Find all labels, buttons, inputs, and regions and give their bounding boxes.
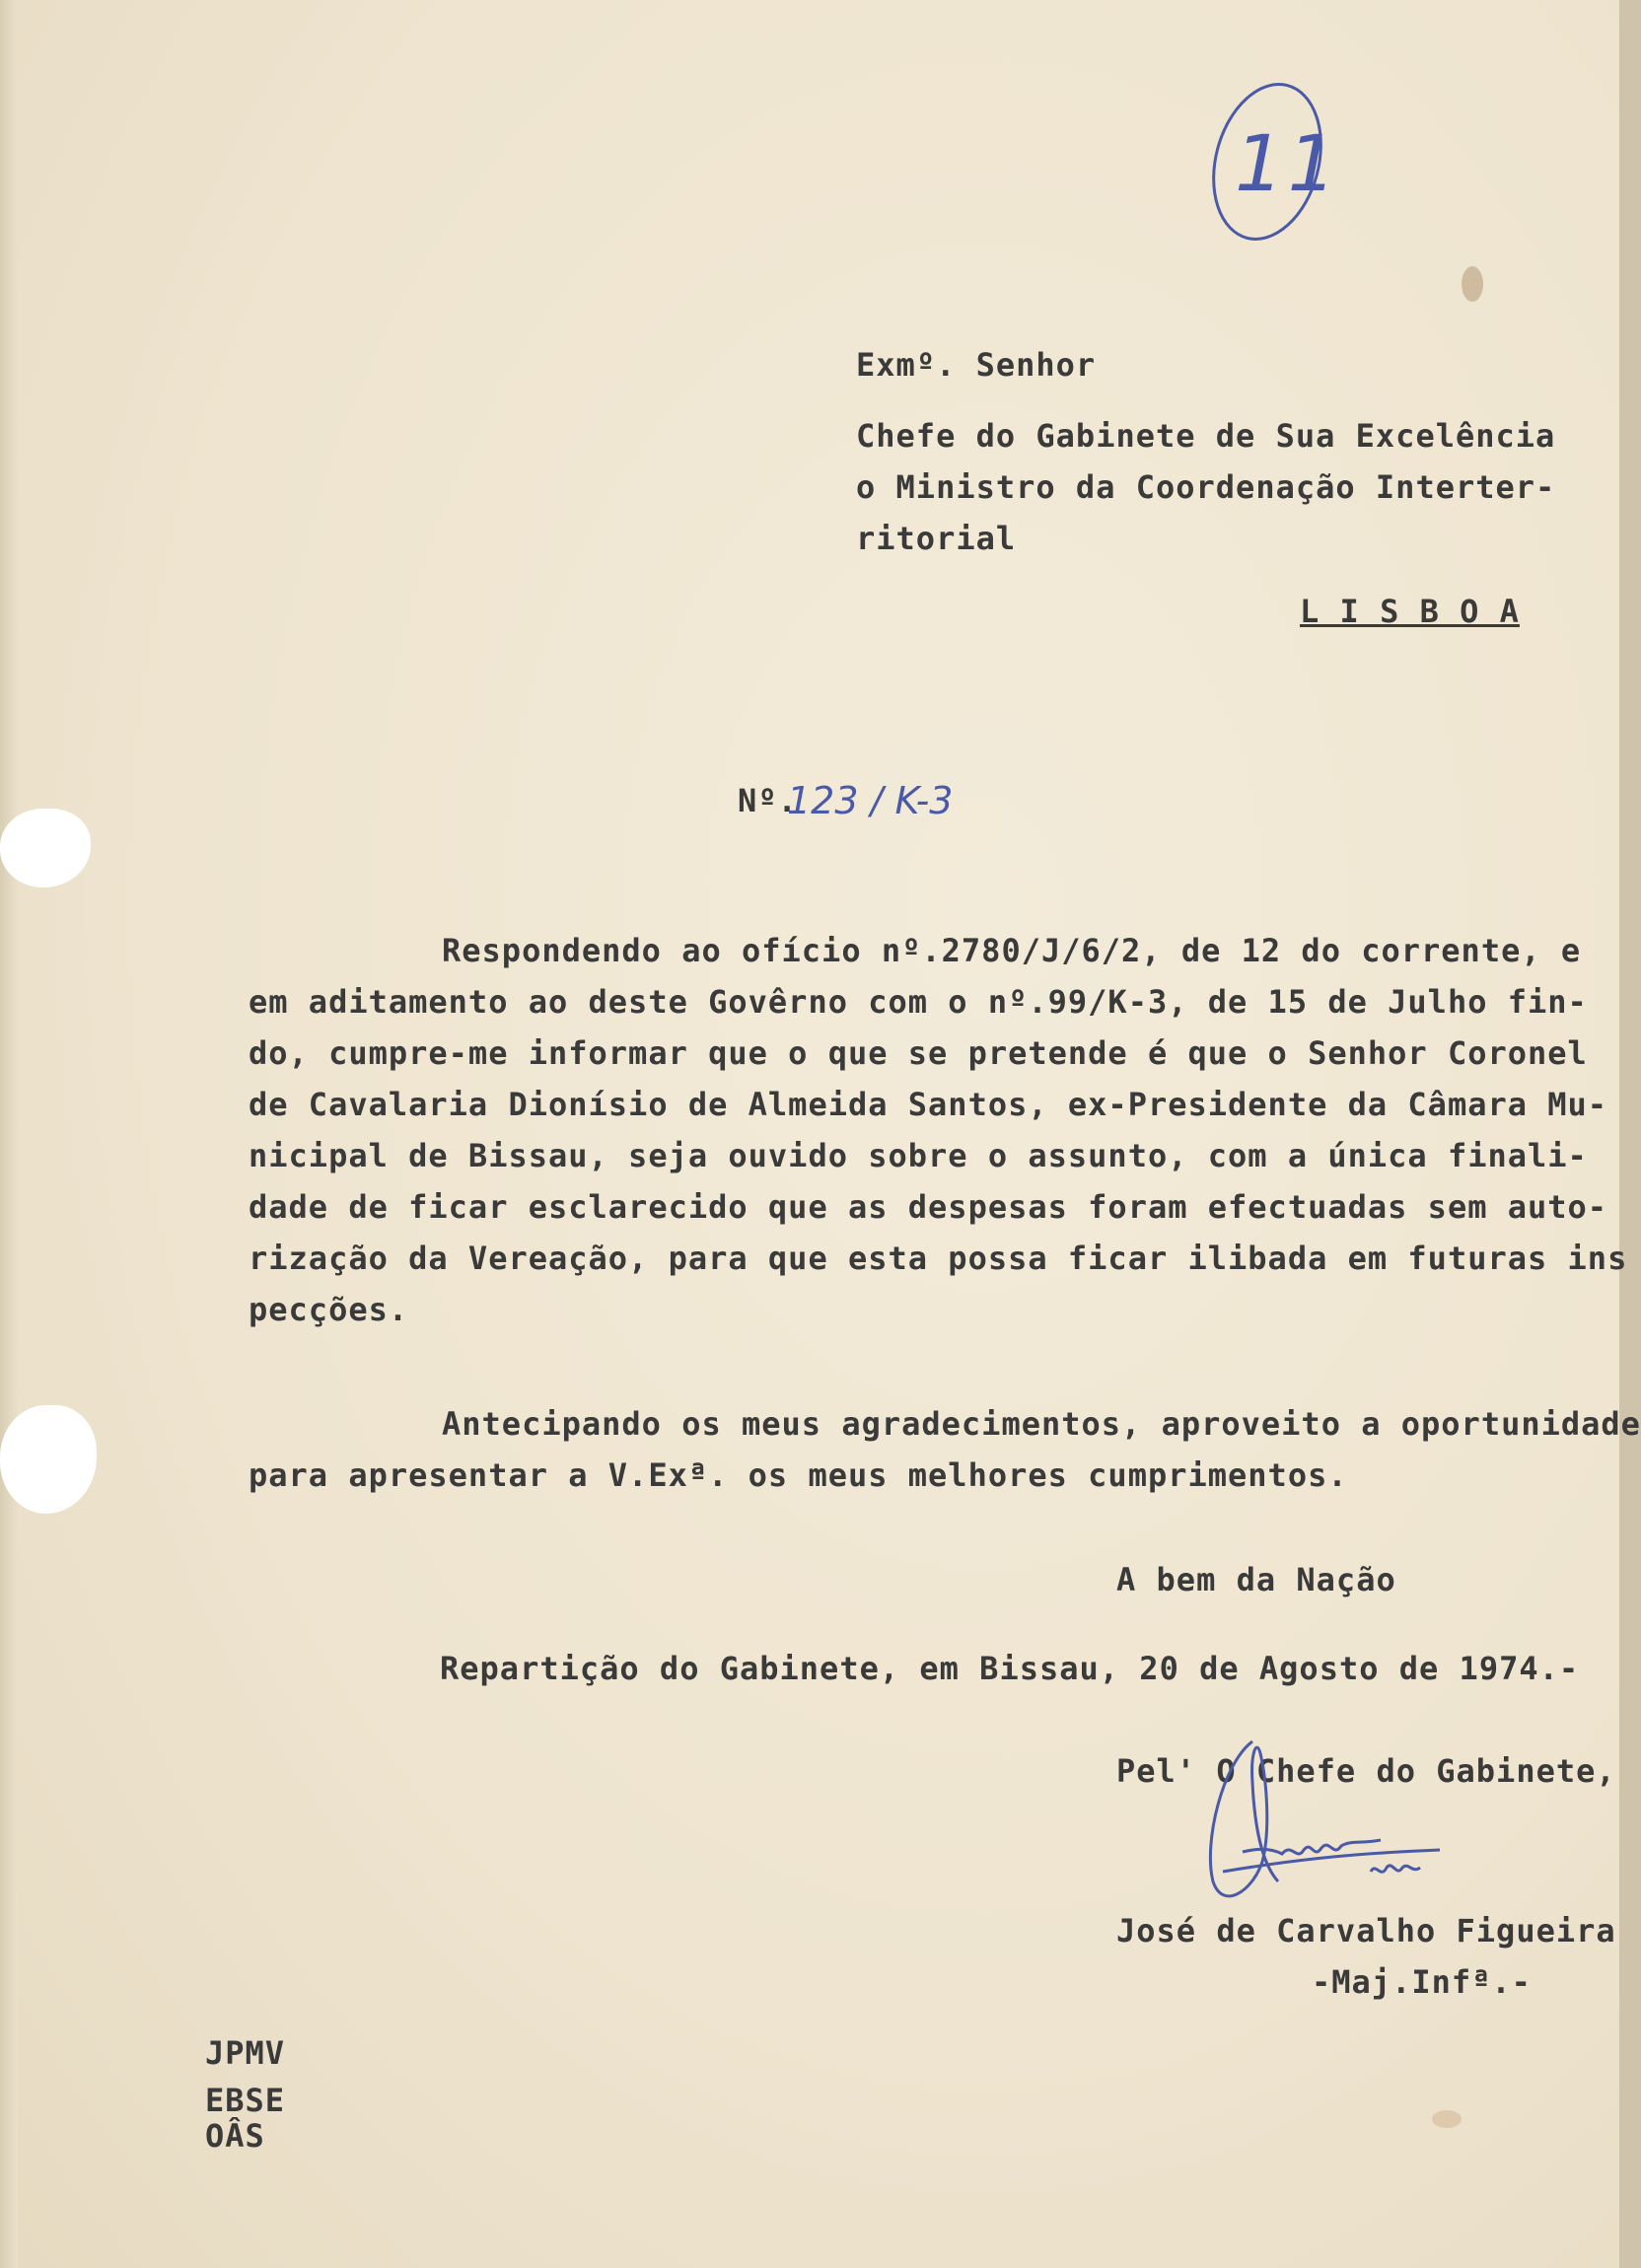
body-line: para apresentar a V.Exª. os meus melhores cumprimentos.	[249, 1456, 1348, 1494]
body-line: dade de ficar esclarecido que as despesas foram efectuadas sem auto-	[249, 1188, 1608, 1226]
typist-initials: OÂS	[205, 2117, 265, 2155]
punch-hole-bottom	[0, 1405, 97, 1514]
address-line: Chefe do Gabinete de Sua Excelência	[856, 417, 1556, 455]
signature-on-behalf: Pel' O Chefe do Gabinete,	[1116, 1752, 1616, 1790]
reference-handwritten-number: 123 / K-3	[787, 779, 954, 822]
body-line: pecções.	[249, 1291, 409, 1328]
body-line: nicipal de Bissau, seja ouvido sobre o assunto, com a única finali-	[249, 1137, 1588, 1174]
place-and-date: Repartição do Gabinete, em Bissau, 20 de Agosto de 1974.-	[440, 1650, 1580, 1687]
paper-left-edge	[0, 0, 18, 2268]
paper-stain	[1462, 266, 1483, 302]
punch-hole-top	[0, 809, 91, 887]
paper-stain	[1432, 2110, 1462, 2128]
typist-initials: JPMV	[205, 2034, 286, 2072]
margin-page-number: 11	[1235, 120, 1341, 209]
signatory-name: José de Carvalho Figueira	[1116, 1912, 1616, 1949]
body-line: em aditamento ao deste Govêrno com o nº.99/K-3, de 15 de Julho fin-	[249, 983, 1588, 1021]
body-line: de Cavalaria Dionísio de Almeida Santos, ex-Presidente da Câmara Mu-	[249, 1086, 1608, 1123]
address-city: L I S B O A	[1300, 593, 1520, 630]
body-line: Antecipando os meus agradecimentos, aproveito a oportunidade	[442, 1405, 1641, 1443]
body-line: do, cumpre-me informar que o que se pretende é que o Senhor Coronel	[249, 1034, 1588, 1072]
typist-initials: EBSE	[205, 2082, 286, 2119]
closing-formula: A bem da Nação	[1116, 1561, 1396, 1598]
body-line: Respondendo ao ofício nº.2780/J/6/2, de 12 do corrente, e	[442, 932, 1582, 969]
reference-prefix: Nº.	[738, 782, 798, 819]
address-salutation: Exmº. Senhor	[856, 346, 1097, 384]
address-line: ritorial	[856, 520, 1017, 557]
address-line: o Ministro da Coordenação Interter-	[856, 468, 1556, 506]
signatory-rank: -Maj.Infª.-	[1312, 1963, 1532, 2001]
body-line: rização da Vereação, para que esta possa ficar ilibada em futuras ins	[249, 1240, 1628, 1277]
handwritten-signature	[1183, 1724, 1460, 1921]
paper-right-edge	[1619, 0, 1641, 2268]
